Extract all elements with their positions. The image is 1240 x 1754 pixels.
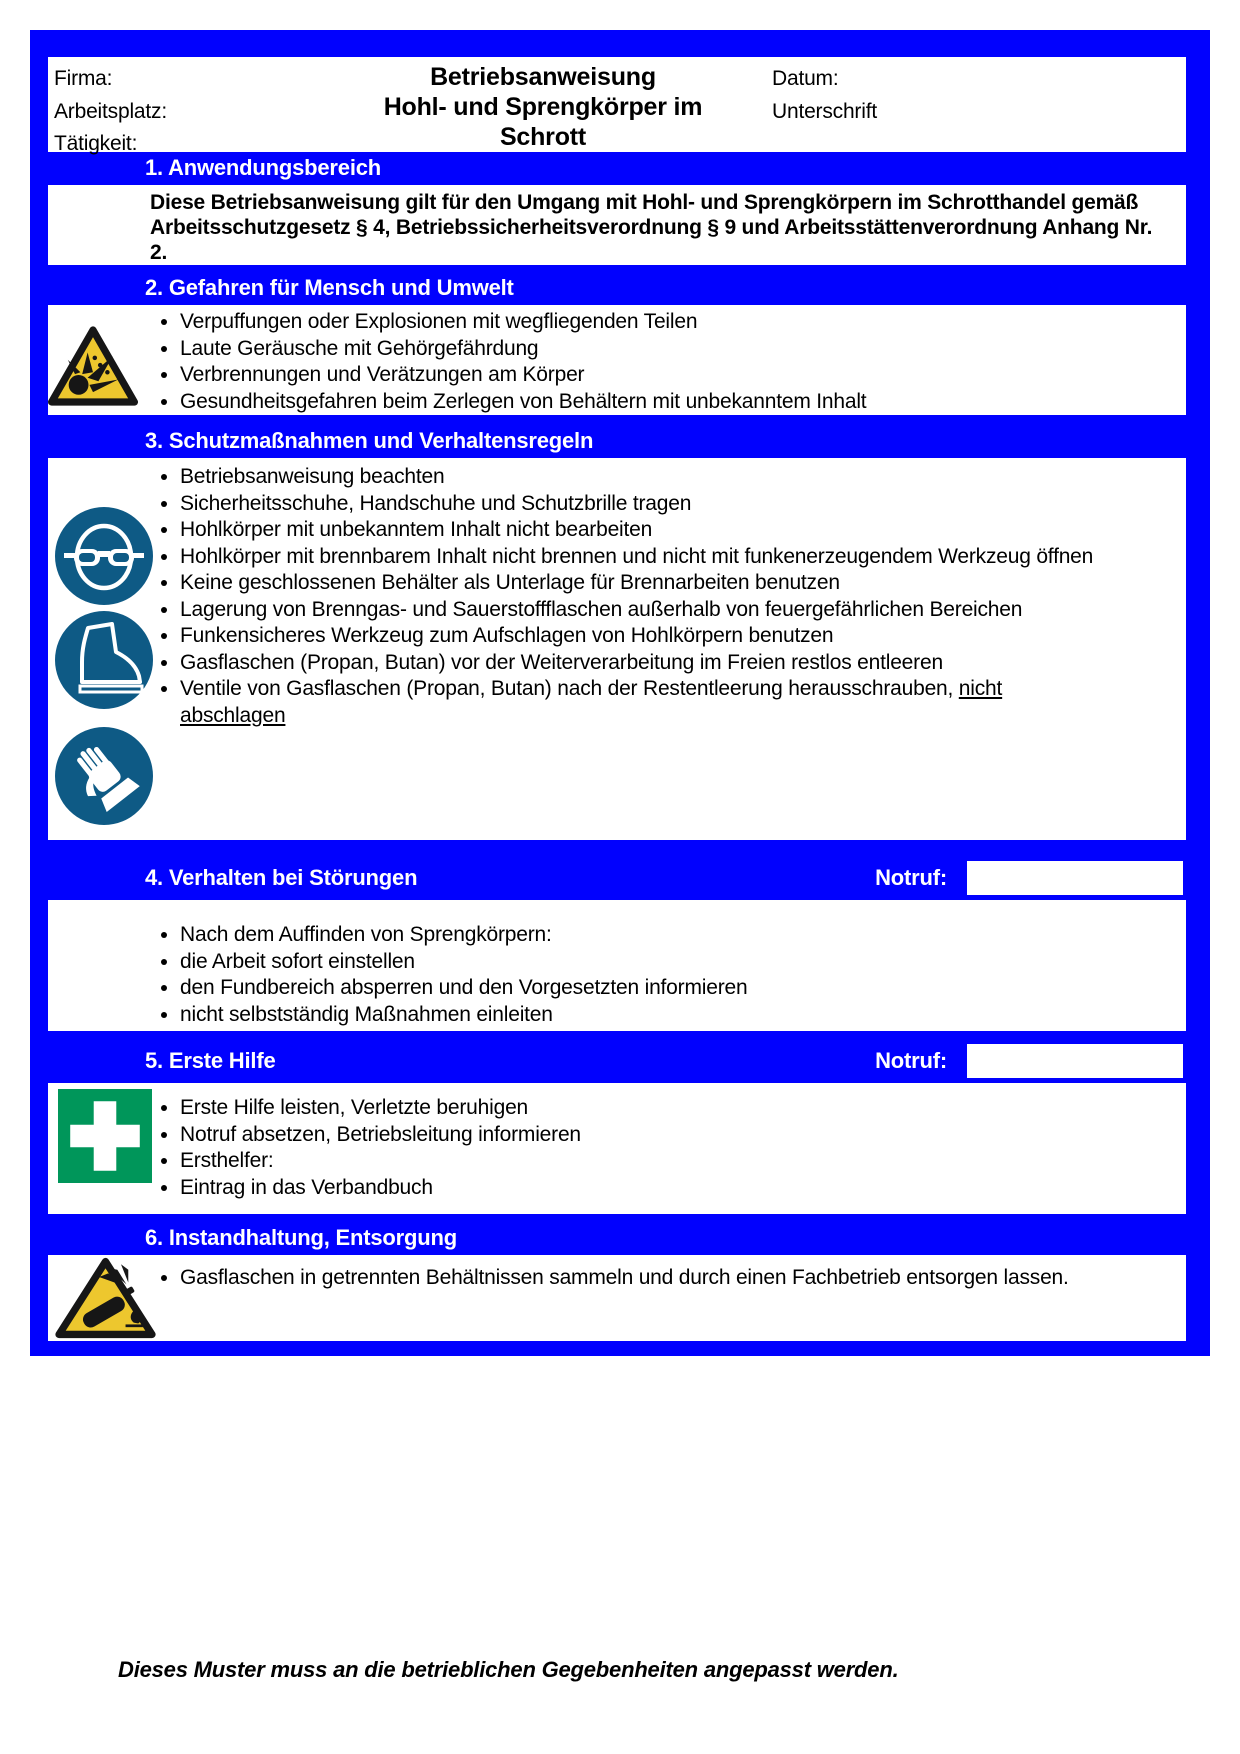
protection-list — [48, 458, 1186, 729]
list-item: • nicht selbstständig Maßnahmen einleiten — [180, 1002, 1096, 1029]
disposal-list — [48, 1255, 1186, 1292]
list-item-text: Ventile von Gasflaschen (Propan, Butan) nach der Restentleerung herausschrauben, — [180, 677, 959, 700]
list-item: • die Arbeit sofort einstellen — [180, 949, 1096, 976]
section-3-body — [48, 458, 1186, 840]
first-aid-list — [48, 1083, 1186, 1201]
section-4-header — [48, 858, 1186, 898]
list-item: • Gasflaschen (Propan, Butan) vor der Weiterverarbeitung im Freien restlos entleeren — [180, 650, 1096, 677]
arbeitsplatz-label: Arbeitsplatz: — [54, 99, 167, 123]
notruf-label: Notruf: — [875, 1048, 947, 1073]
section-5-body — [48, 1083, 1186, 1214]
title-line-2: Hohl- und Sprengkörper im — [383, 93, 703, 121]
list-item: • Nach dem Auffinden von Sprengkörpern: — [180, 922, 1096, 949]
section-5-header — [48, 1041, 1186, 1081]
list-item: • Ersthelfer: — [180, 1148, 1096, 1175]
gas-cylinder-warning-icon — [53, 1257, 158, 1339]
section-1-body — [48, 185, 1186, 265]
list-item: • Verbrennungen und Verätzungen am Körper — [180, 362, 1096, 389]
section-2-header — [48, 272, 1186, 303]
unterschrift-label: Unterschrift — [772, 99, 877, 123]
firma-label: Firma: — [54, 67, 113, 90]
list-item: • Funkensicheres Werkzeug zum Aufschlagen von Hohlkörpern benutzen — [180, 623, 1096, 650]
section-3-header — [48, 425, 1186, 456]
document-header — [48, 57, 1186, 155]
title-line-1: Betriebsanweisung — [430, 63, 656, 91]
first-aid-icon — [58, 1089, 152, 1183]
list-item: • Sicherheitsschuhe, Handschuhe und Schutzbrille tragen — [180, 491, 1096, 518]
section-4-body — [48, 900, 1186, 1031]
list-item: • Erste Hilfe leisten, Verletzte beruhigen — [180, 1095, 1096, 1122]
section-6-header — [48, 1222, 1186, 1253]
section-5-title: 5. Erste Hilfe — [145, 1048, 276, 1073]
underlined-text: nicht abschlagen — [180, 677, 1003, 727]
hand-protection-icon — [54, 726, 154, 826]
document-title — [328, 57, 758, 161]
section-2-body — [48, 305, 1186, 415]
foot-protection-icon — [54, 610, 154, 710]
document-frame — [30, 30, 1210, 1356]
eye-protection-icon — [54, 506, 154, 606]
datum-label: Datum: — [772, 67, 839, 90]
list-item: • Betriebsanweisung beachten — [180, 464, 1096, 491]
section-1-title: 1. Anwendungsbereich — [145, 154, 382, 180]
notruf-label: Notruf: — [875, 865, 947, 890]
malfunction-list — [48, 900, 1186, 1028]
section-1-paragraph: Diese Betriebsanweisung gilt für den Umgang mit Hohl- und Sprengkörpern im Schrotthandel gemäß Arbeitsschutzgesetz § 4, Betriebssicherheitsverordnung § 9 und Arbeitsstättenverordnung Anhang Nr. 2. — [150, 191, 1153, 264]
list-item: • Laute Geräusche mit Gehörgefährdung — [180, 336, 1096, 363]
explosion-warning-icon — [48, 325, 138, 407]
list-item: • Lagerung von Brenngas- und Sauerstoffflaschen außerhalb von feuergefährlichen Bereichen — [180, 597, 1096, 624]
taetigkeit-label: Tätigkeit: — [54, 132, 138, 155]
notruf-field-erste-hilfe[interactable] — [967, 1044, 1183, 1078]
list-item — [180, 676, 1096, 729]
list-item: • Hohlkörper mit unbekanntem Inhalt nicht bearbeiten — [180, 517, 1096, 544]
list-item: • Notruf absetzen, Betriebsleitung informieren — [180, 1122, 1096, 1149]
list-item: • Eintrag in das Verbandbuch — [180, 1175, 1096, 1202]
footer-note: Dieses Muster muss an die betrieblichen Gegebenheiten angepasst werden. — [118, 1657, 899, 1682]
section-3-title: 3. Schutzmaßnahmen und Verhaltensregeln — [145, 427, 594, 453]
list-item: • Hohlkörper mit brennbarem Inhalt nicht brennen und nicht mit funkenerzeugendem Werkzeug öffnen — [180, 544, 1096, 571]
section-6-body — [48, 1255, 1186, 1341]
section-1-header — [48, 152, 1186, 183]
list-item: • Keine geschlossenen Behälter als Unterlage für Brennarbeiten benutzen — [180, 570, 1096, 597]
list-item: • den Fundbereich absperren und den Vorgesetzten informieren — [180, 975, 1096, 1002]
section-6-title: 6. Instandhaltung, Entsorgung — [145, 1224, 457, 1250]
title-line-3: Schrott — [499, 123, 587, 151]
hazard-list — [48, 305, 1186, 415]
list-item: • Verpuffungen oder Explosionen mit wegfliegenden Teilen — [180, 309, 1096, 336]
notruf-field-stoerungen[interactable] — [967, 861, 1183, 895]
section-4-title: 4. Verhalten bei Störungen — [145, 865, 418, 890]
list-item: • Gesundheitsgefahren beim Zerlegen von Behältern mit unbekanntem Inhalt — [180, 389, 1096, 416]
section-2-title: 2. Gefahren für Mensch und Umwelt — [145, 274, 514, 300]
list-item: • Gasflaschen in getrennten Behältnissen sammeln und durch einen Fachbetrieb entsorgen lassen. — [180, 1265, 1096, 1292]
